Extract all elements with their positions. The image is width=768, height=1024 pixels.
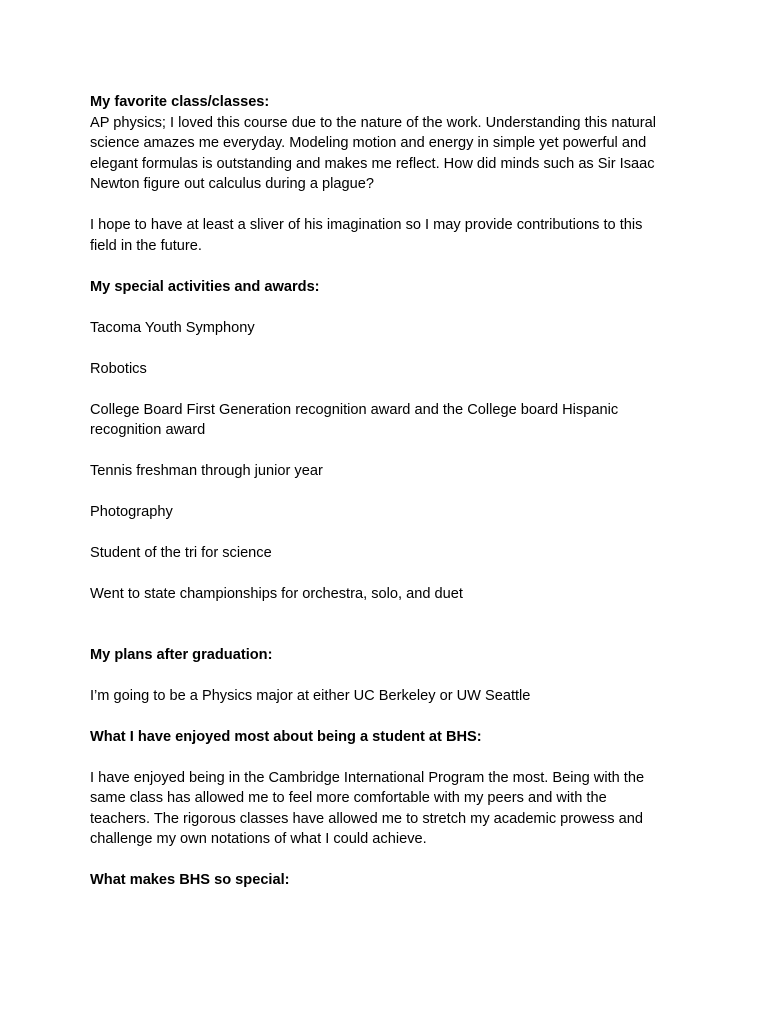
enjoyed-text-line: challenge my own notations of what I could achieve. bbox=[90, 831, 427, 847]
activities-heading: My special activities and awards: bbox=[90, 278, 320, 295]
favorite-class-text-line: field in the future. bbox=[90, 237, 202, 254]
special-heading: What makes BHS so special: bbox=[90, 872, 290, 888]
favorite-class-text-line: Newton figure out calculus during a plague? bbox=[90, 176, 374, 192]
activity-item: Tennis freshman through junior year bbox=[90, 463, 323, 479]
document-page bbox=[90, 92, 690, 891]
enjoyed-text-line: teachers. The rigorous classes have allowed me to stretch my academic prowess and bbox=[90, 810, 643, 827]
favorite-class-text-line: elegant formulas is outstanding and makes me reflect. How did minds such as Sir Isaac bbox=[90, 155, 655, 172]
activity-item: Robotics bbox=[90, 360, 147, 377]
favorite-class-heading: My favorite class/classes: bbox=[90, 94, 270, 110]
activity-item: recognition award bbox=[90, 422, 206, 438]
favorite-class-text-line: I hope to have at least a sliver of his imagination so I may provide contributions to this bbox=[90, 217, 643, 233]
plans-text: I’m going to be a Physics major at either UC Berkeley or UW Seattle bbox=[90, 687, 531, 704]
activity-item: College Board First Generation recognition award and the College board Hispanic bbox=[90, 401, 619, 418]
favorite-class-text-line: science amazes me everyday. Modeling motion and energy in simple yet powerful and bbox=[90, 135, 647, 151]
activity-item: Photography bbox=[90, 504, 173, 520]
favorite-class-text-line: AP physics; I loved this course due to the nature of the work. Understanding this natural bbox=[90, 114, 656, 131]
activity-item: Tacoma Youth Symphony bbox=[90, 319, 255, 336]
enjoyed-heading: What I have enjoyed most about being a student at BHS: bbox=[90, 728, 482, 745]
enjoyed-text-line: I have enjoyed being in the Cambridge International Program the most. Being with the bbox=[90, 769, 645, 786]
activity-item: Went to state championships for orchestra, solo, and duet bbox=[90, 586, 463, 602]
plans-heading: My plans after graduation: bbox=[90, 646, 273, 663]
enjoyed-text-line: same class has allowed me to feel more comfortable with my peers and with the bbox=[90, 790, 607, 806]
activity-item: Student of the tri for science bbox=[90, 545, 272, 561]
